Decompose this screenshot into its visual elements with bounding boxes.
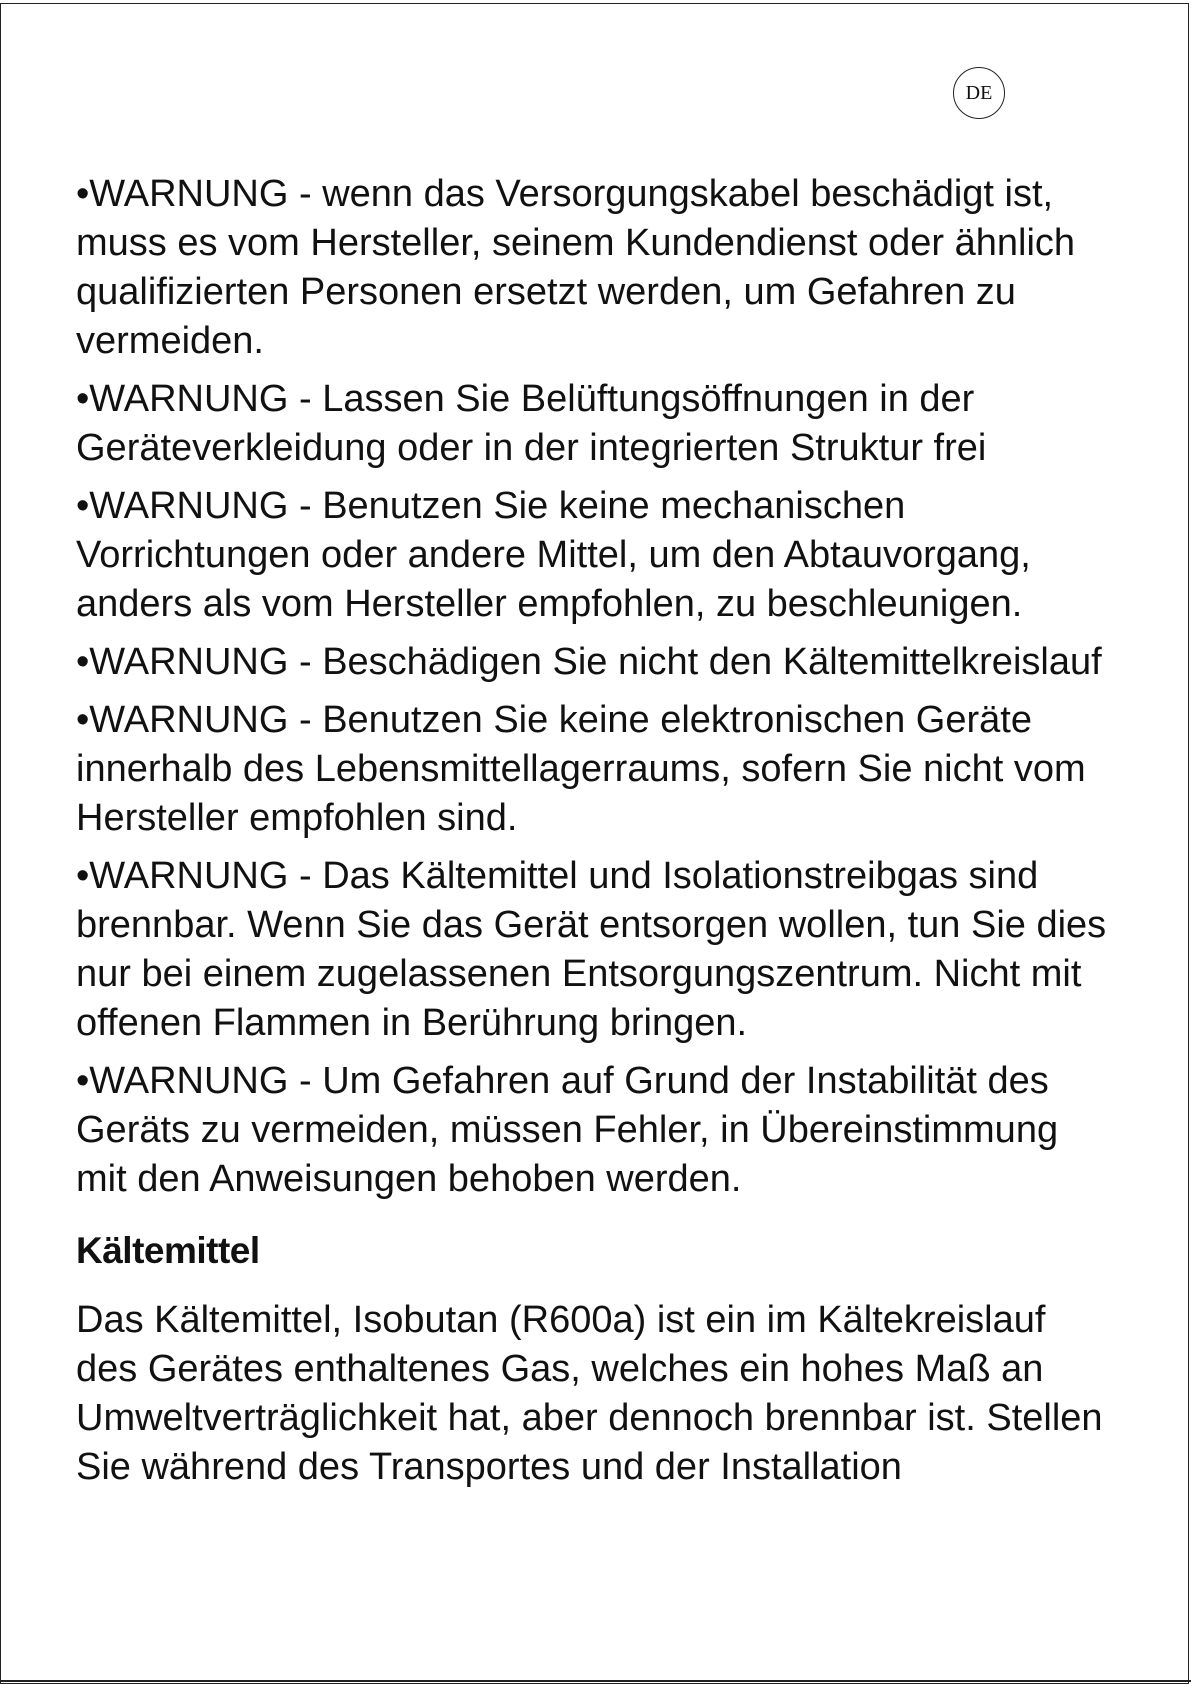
warning-item: •WARNUNG - Benutzen Sie keine mechanischen Vorrichtungen oder andere Mittel, um den Abtauvorgang, anders als vom Hersteller empfohlen, zu beschleunigen. (76, 485, 1031, 625)
warning-item: •WARNUNG - Um Gefahren auf Grund der Instabilität des Geräts zu vermeiden, müssen Fehler, in Übereinstimmung mit den Anweisungen behoben werden. (76, 1060, 1059, 1200)
warning-item: •WARNUNG - Das Kältemittel und Isolationstreibgas sind brennbar. Wenn Sie das Gerät entsorgen wollen, tun Sie dies nur bei einem zugelassenen Entsorgungszentrum. Nicht mit offenen Flammen in Berührung bringen. (76, 855, 1107, 1044)
warning-item: •WARNUNG - Beschädigen Sie nicht den Kältemittelkreislauf (76, 641, 1102, 683)
bottom-border (0, 1680, 1191, 1682)
language-badge: DE (953, 67, 1005, 119)
section-paragraph: Das Kältemittel, Isobutan (R600a) ist ein im Kältekreislauf des Gerätes enthaltenes Gas, welches ein hohes Maß an Umweltverträglichkeit hat, aber dennoch brennbar ist. Stellen Sie während des Transportes und der Installation (76, 1299, 1103, 1488)
warning-item: •WARNUNG - Benutzen Sie keine elektronischen Geräte innerhalb des Lebensmittellagerraums, sofern Sie nicht vom Hersteller empfohlen sind. (76, 699, 1086, 839)
warnings-list (76, 170, 1116, 1204)
section-heading: Kältemittel (76, 1230, 260, 1271)
warning-item: •WARNUNG - wenn das Versorgungskabel beschädigt ist, muss es vom Hersteller, seinem Kundendienst oder ähnlich qualifizierten Personen ersetzt werden, um Gefahren zu vermeiden. (76, 173, 1076, 362)
warning-item: •WARNUNG - Lassen Sie Belüftungsöffnungen in der Geräteverkleidung oder in der integrierten Struktur frei (76, 378, 987, 469)
page-content (76, 170, 1116, 1492)
